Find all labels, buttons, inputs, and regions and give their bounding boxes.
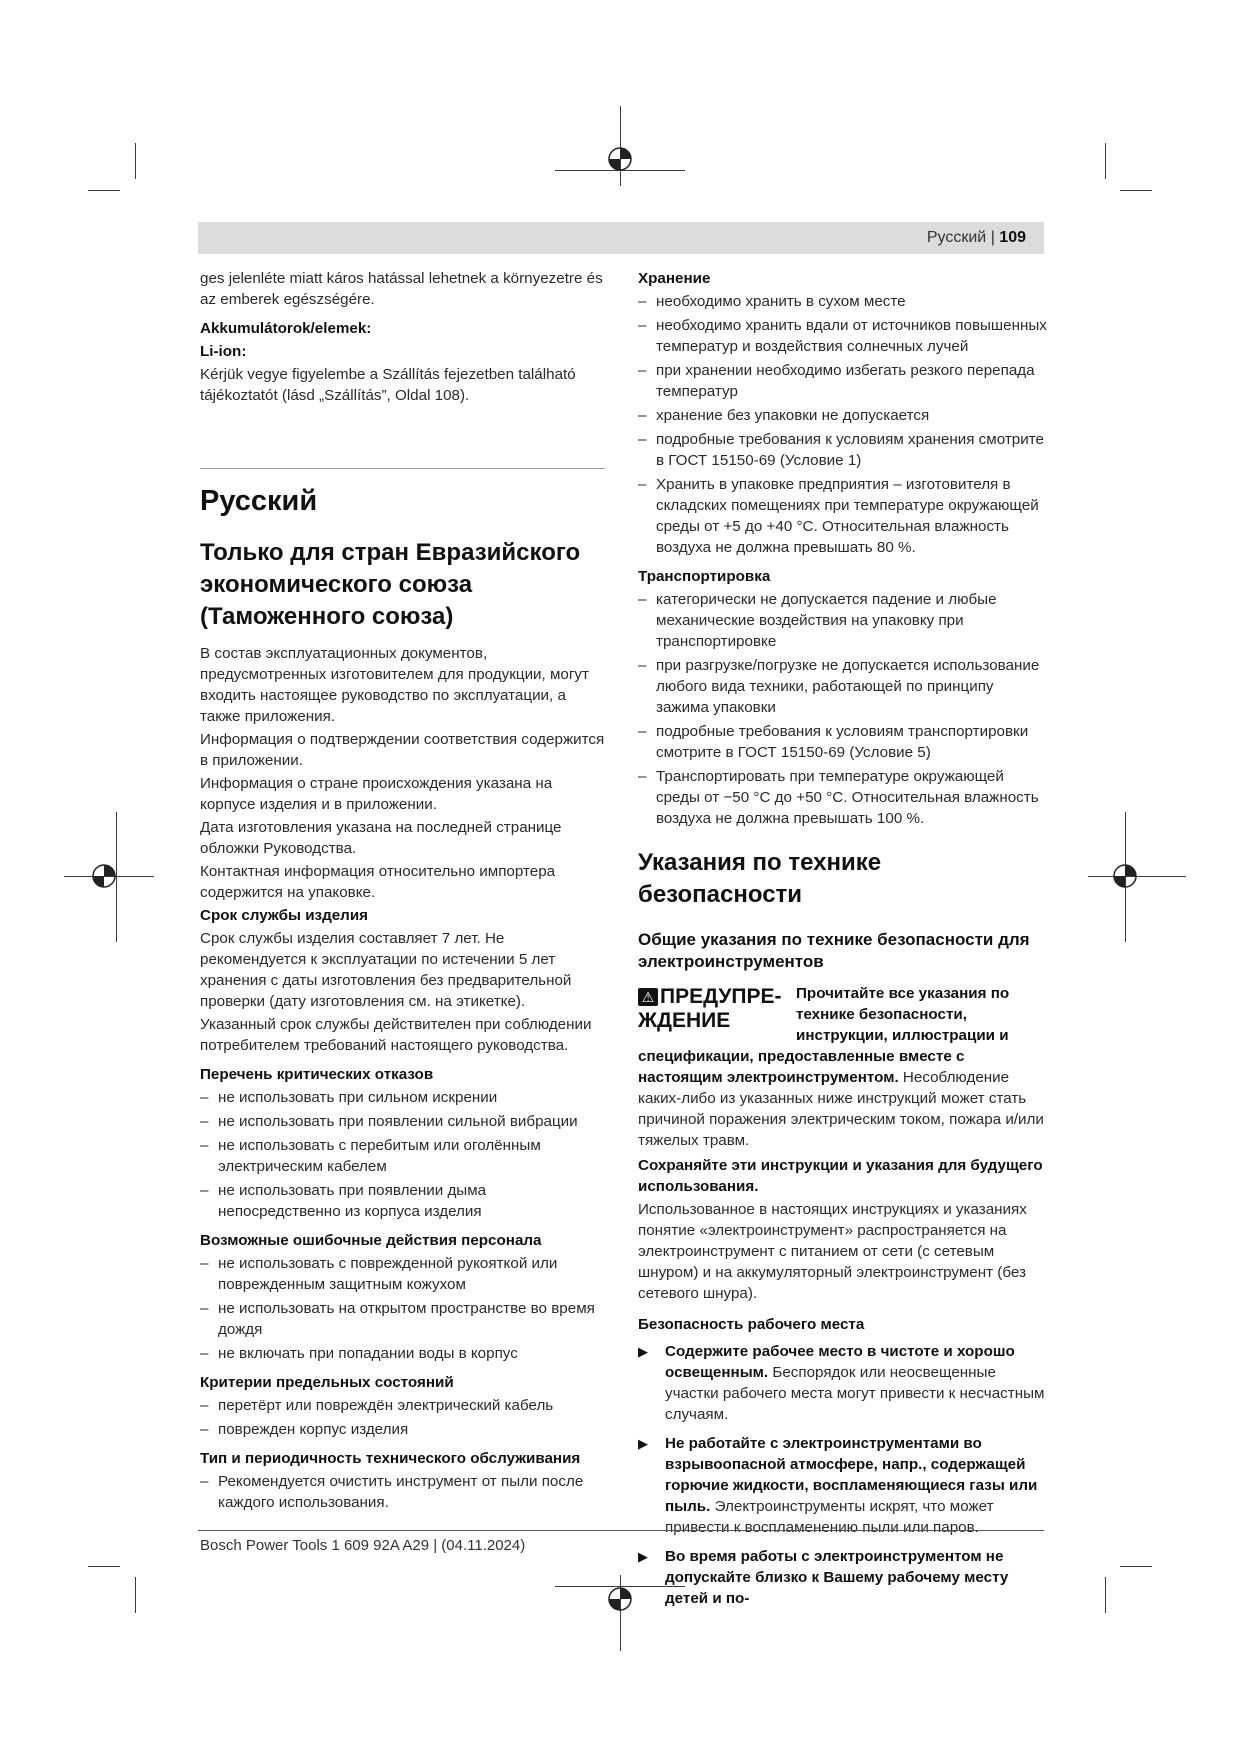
maintenance-list	[200, 1471, 605, 1513]
paragraph: Дата изготовления указана на последней странице обложки Руководства.	[200, 819, 562, 857]
right-column	[638, 268, 1048, 1617]
akkus-heading: Akkumulátorok/elemek:	[200, 320, 372, 337]
crop-mark	[88, 190, 120, 191]
page-header	[198, 222, 1044, 254]
list-item: – Рекомендуется очистить инструмент от пыли после каждого использования.	[200, 1471, 605, 1513]
list-item: – не использовать на открытом пространстве во время дождя	[200, 1298, 605, 1340]
list-item: ▶ Содержите рабочее место в чистоте и хорошо освещенным. Беспорядок или неосвещенные участки рабочего места могут привести к несчастным случаям.	[638, 1341, 1048, 1425]
paragraph: В состав эксплуатационных документов, предусмотренных изготовителем для продукции, могут входить настоящее руководство по эксплуатации, а также приложения.	[200, 645, 589, 725]
page-number: 109	[999, 229, 1026, 246]
warning-triangle-icon: ⚠	[638, 988, 658, 1006]
list-item: – хранение без упаковки не допускается	[638, 405, 1048, 426]
list-item: – подробные требования к условиям хранения смотрите в ГОСТ 15150-69 (Условие 1)	[638, 429, 1048, 471]
list-item: – не включать при попадании воды в корпус	[200, 1343, 605, 1364]
header-language: Русский	[926, 229, 987, 246]
crop-mark	[1105, 143, 1106, 179]
crop-mark	[1120, 190, 1152, 191]
registration-mark-icon	[91, 863, 117, 889]
header-text: Русский | 109	[926, 229, 1026, 246]
crop-mark	[135, 143, 136, 179]
intro-text: ges jelenléte miatt káros hatással lehetnek a környezetre és az emberek egészségére.	[200, 270, 603, 308]
storage-list	[638, 291, 1048, 558]
eaeu-title: Только для стран Евразийского экономического союза (Таможенного союза)	[200, 539, 581, 630]
list-item: – не использовать при сильном искрении	[200, 1087, 605, 1108]
crop-mark	[135, 1577, 136, 1613]
workplace-list	[638, 1341, 1048, 1609]
list-item: – перетёрт или повреждён электрический кабель	[200, 1395, 605, 1416]
list-item: – категорически не допускается падение и любые механические воздействия на упаковку при транспортировке	[638, 589, 1048, 652]
section-title: Русский	[200, 485, 318, 517]
list-item: – поврежден корпус изделия	[200, 1419, 605, 1440]
paragraph: Информация о подтверждении соответствия содержится в приложении.	[200, 731, 605, 769]
crop-mark	[88, 1566, 120, 1567]
list-item: – подробные требования к условиям транспортировки смотрите в ГОСТ 15150-69 (Условие 5)	[638, 721, 1048, 763]
service-life-heading: Срок службы изделия	[200, 907, 369, 924]
registration-mark-icon	[607, 1586, 633, 1612]
transport-list	[638, 589, 1048, 829]
list-item: – при разгрузке/погрузке не допускается использование любого вида техники, работающей по принципу зажима упаковки	[638, 655, 1048, 718]
safety-title: Указания по технике безопасности	[638, 849, 882, 908]
crop-mark	[1105, 1577, 1106, 1613]
liion-heading: Li-ion:	[200, 343, 247, 360]
list-item: – необходимо хранить в сухом месте	[638, 291, 1048, 312]
paragraph: Контактная информация относительно импортера содержится на упаковке.	[200, 863, 556, 901]
service-life-text: Срок службы изделия составляет 7 лет. Не рекомендуется к эксплуатации по истечении 5 лет хранения с даты изготовления без предварительной проверки (дату изготовления см. на этикетке).	[200, 930, 572, 1010]
service-life-text: Указанный срок службы действителен при соблюдении потребителем требований настоящего руководства.	[200, 1016, 592, 1054]
keep-heading: Сохраняйте эти инструкции и указания для будущего использования.	[638, 1157, 1043, 1195]
limits-heading: Критерии предельных состояний	[200, 1374, 454, 1391]
crop-mark	[1120, 1566, 1152, 1567]
list-item: – не использовать с поврежденной рукояткой или поврежденным защитным кожухом	[200, 1253, 605, 1295]
storage-heading: Хранение	[638, 270, 711, 287]
paragraph: Информация о стране происхождения указана на корпусе изделия и в приложении.	[200, 775, 553, 813]
workplace-heading: Безопасность рабочего места	[638, 1316, 865, 1333]
list-item: – необходимо хранить вдали от источников повышенных температур и воздействия солнечных лучей	[638, 315, 1048, 357]
warning-bold-text: Прочитайте все указания по технике безопасности, инструкции, иллюстрации и спецификации, предоставленные вместе с настоящим электроинструментом.	[638, 985, 1010, 1086]
errors-list	[200, 1253, 605, 1364]
list-item: – Хранить в упаковке предприятия – изготовителя в складских помещениях при температуре окружающей среды от +5 до +40 °C. Относительная влажность воздуха не должна превышать 80 %.	[638, 474, 1048, 558]
list-item: – не использовать при появлении дыма непосредственно из корпуса изделия	[200, 1180, 605, 1222]
keep-text: Использованное в настоящих инструкциях и указаниях понятие «электроинструмент» распространяется на электроинструмент с питанием от сети (с сетевым шнуром) и на аккумуляторный электроинструмент (без сетевого шнура).	[638, 1201, 1027, 1302]
limits-list	[200, 1395, 605, 1440]
list-item: ▶ Не работайте с электроинструментами во взрывоопасной атмосфере, напр., содержащей горючие жидкости, воспламеняющиеся газы или пыль. Электроинструменты искрят, что может привести к воспламенению пыли или паров.	[638, 1433, 1048, 1538]
failures-heading: Перечень критических отказов	[200, 1066, 434, 1083]
section-separator	[200, 468, 605, 469]
general-safety-title: Общие указания по технике безопасности для электроинструментов	[638, 930, 1030, 971]
warning-text: Несоблюдение каких-либо из указанных ниже инструкций может стать причиной поражения электрическим током, пожара и/или тяжелых травм.	[638, 1069, 1044, 1149]
transport-heading: Транспортировка	[638, 568, 771, 585]
list-item: – не использовать с перебитым или оголённым электрическим кабелем	[200, 1135, 605, 1177]
registration-mark-icon	[607, 146, 633, 172]
warning-label: ⚠ ПРЕДУПРЕ-ЖДЕНИЕ	[638, 985, 782, 1032]
warning-block	[638, 983, 1048, 1151]
list-item: – при хранении необходимо избегать резкого перепада температур	[638, 360, 1048, 402]
list-item: – Транспортировать при температуре окружающей среды от −50 °C до +50 °C. Относительная влажность воздуха не должна превышать 100 %.	[638, 766, 1048, 829]
footer-text: Bosch Power Tools 1 609 92A A29 | (04.11.2024)	[200, 1537, 526, 1554]
maintenance-heading: Тип и периодичность технического обслуживания	[200, 1450, 581, 1467]
left-column	[200, 268, 605, 1517]
errors-heading: Возможные ошибочные действия персонала	[200, 1232, 542, 1249]
list-item: ▶ Во время работы с электроинструментом не допускайте близко к Вашему рабочему месту детей и по-	[638, 1546, 1048, 1609]
liion-text: Kérjük vegye figyelembe a Szállítás fejezetben található tájékoztatót (lásd „Szállítás”, Oldal 108).	[200, 366, 576, 404]
failures-list	[200, 1087, 605, 1222]
list-item: – не использовать при появлении сильной вибрации	[200, 1111, 605, 1132]
footer-rule	[198, 1530, 1044, 1531]
registration-mark-icon	[1112, 863, 1138, 889]
